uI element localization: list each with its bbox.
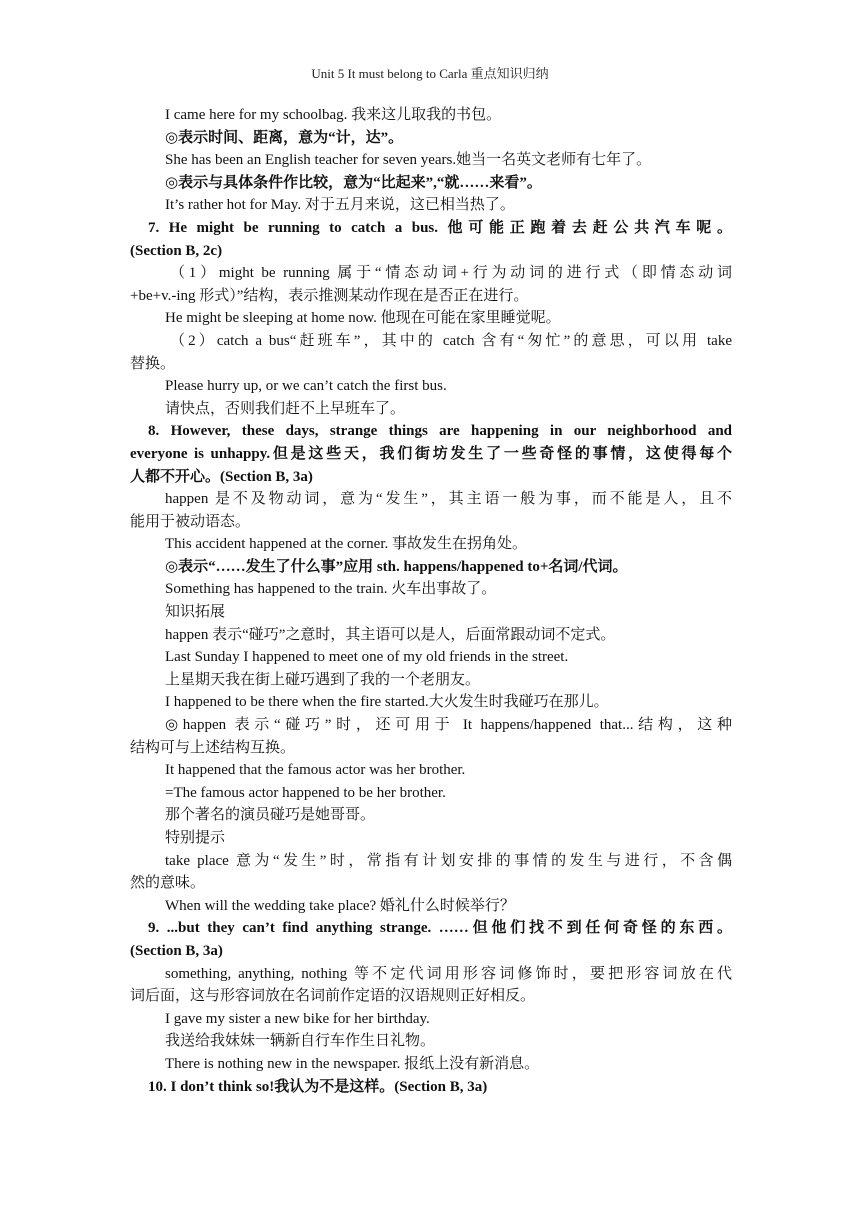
explanation-text: 词后面，这与形容词放在名词前作定语的汉语规则正好相反。 <box>130 988 536 1005</box>
example-sentence: I came here for my schoolbag. 我来这儿取我的书包。 <box>165 107 502 123</box>
document-body <box>130 104 732 1098</box>
point-heading-7: 7. He might be running to catch a bus. 他可能正跑着去赶公共汽车呢。 <box>148 219 732 236</box>
example-sentence: It’s rather hot for May. 对于五月来说，这已相当热了。 <box>165 197 515 214</box>
explanation-text: 能用于被动语态。 <box>130 513 251 530</box>
usage-note: ◎表示与具体条件作比较，意为“比起来”,“就……来看”。 <box>165 174 542 191</box>
explanation-text: （2）catch a bus“赶班车”，其中的 catch 含有“匆忙”的意思，可以用 take <box>170 332 732 349</box>
section-ref: (Section B, 2c) <box>130 242 223 259</box>
example-translation: 上星期天我在街上碰巧遇到了我的一个老朋友。 <box>165 671 481 688</box>
usage-note: 结构可与上述结构互换。 <box>130 739 296 756</box>
point-heading-10: 10. I don’t think so!我认为不是这样。(Section B, 3a) <box>148 1078 488 1095</box>
example-sentence: When will the wedding take place? 婚礼什么时候举行？ <box>165 897 515 914</box>
example-sentence: I gave my sister a new bike for her birthday. <box>165 1010 430 1027</box>
example-sentence: I happened to be there when the fire started.大火发生时我碰巧在那儿。 <box>165 694 609 711</box>
explanation-text: happen 表示“碰巧”之意时，其主语可以是人，后面常跟动词不定式。 <box>165 626 616 643</box>
example-translation: 我送给我妹妹一辆新自行车作生日礼物。 <box>165 1033 436 1050</box>
example-sentence: It happened that the famous actor was her brother. <box>165 762 466 779</box>
example-sentence: Last Sunday I happened to meet one of my old friends in the street. <box>165 649 569 666</box>
example-translation: 请快点，否则我们赶不上早班车了。 <box>165 400 406 417</box>
page-header: Unit 5 It must belong to Carla 重点知识归纳 <box>311 66 549 81</box>
explanation-text: 然的意味。 <box>130 875 206 892</box>
explanation-text: +be+v.-ing 形式）”结构，表示推测某动作现在是否正在进行。 <box>130 287 529 304</box>
example-translation: 那个著名的演员碰巧是她哥哥。 <box>165 807 376 824</box>
explanation-text: happen 是不及物动词，意为“发生”，其主语一般为事，而不能是人，且不 <box>165 491 732 508</box>
subheading: 特别提示 <box>165 830 226 846</box>
example-sentence: She has been an English teacher for seven years.她当一名英文老师有七年了。 <box>165 152 652 169</box>
example-sentence: He might be sleeping at home now. 他现在可能在家里睡觉呢。 <box>165 310 561 327</box>
subheading: 知识拓展 <box>165 604 226 621</box>
point-heading-8-cont: 人都不开心。(Section B, 3a) <box>130 468 313 485</box>
section-ref: (Section B, 3a) <box>130 942 223 959</box>
example-sentence: This accident happened at the corner. 事故发生在拐角处。 <box>165 536 527 553</box>
example-sentence: =The famous actor happened to be her brother. <box>165 784 446 801</box>
usage-note: ◎表示“……发生了什么事”应用 sth. happens/happened to+名词/代词。 <box>165 558 628 575</box>
example-sentence: There is nothing new in the newspaper. 报纸上没有新消息。 <box>165 1055 540 1072</box>
usage-note: ◎happen 表示“碰巧”时，还可用于 It happens/happened that...结构，这种 <box>165 717 732 734</box>
example-sentence: Please hurry up, or we can’t catch the first bus. <box>165 378 447 395</box>
explanation-text: （1）might be running 属于“情态动词+行为动词的进行式（即情态动词 <box>170 265 732 282</box>
example-sentence: Something has happened to the train. 火车出事故了。 <box>165 581 497 598</box>
explanation-text: something, anything, nothing 等不定代词用形容词修饰时，要把形容词放在代 <box>165 965 732 982</box>
point-heading-9: 9. ...but they can’t find anything strange. ……但他们找不到任何奇怪的东西。 <box>148 920 732 937</box>
explanation-text: 替换。 <box>130 355 176 372</box>
usage-note: ◎表示时间、距离，意为“计，达”。 <box>165 129 404 146</box>
point-heading-8-cont: everyone is unhappy.但是这些天，我们街坊发生了一些奇怪的事情，这使得每个 <box>130 445 732 462</box>
explanation-text: take place 意为“发生”时，常指有计划安排的事情的发生与进行，不含偶 <box>165 852 732 869</box>
point-heading-8: 8. However, these days, strange things are happening in our neighborhood and <box>148 423 732 440</box>
